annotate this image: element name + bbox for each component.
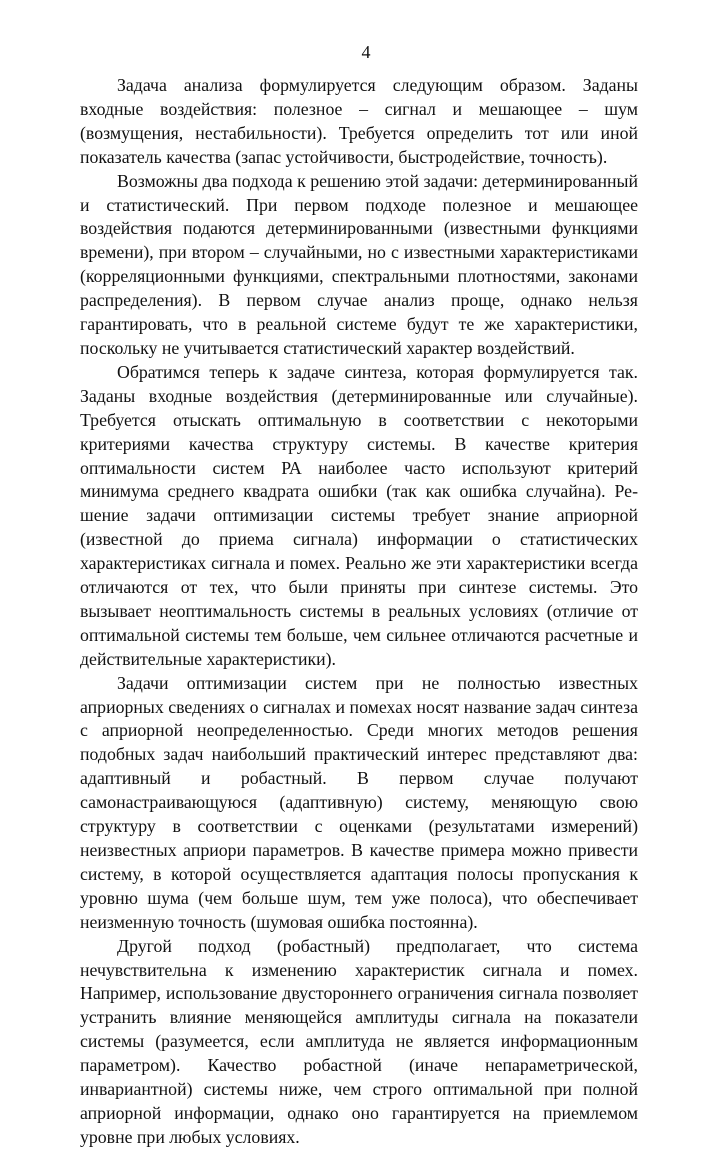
paragraph-two-approaches: Возможны два подхода к решению этой задачи: детерминированный и статистический. При первом подходе полезное и мешающее воздействия подаются детерминированными (известными функциями времени), при втором – случайными, но с известными характеристиками (корреляционными функциями, спектральными плотностями, законами распределения). В первом случае анализ проще, однако нельзя гарантировать, что в реальной системе будут те же характеристики, поскольку не учитывается статистический характер воздействий. bbox=[80, 170, 638, 358]
paragraph-analysis-task: Задача анализа формулируется следующим образом. Заданы входные воздействия: полезное – сигнал и мешающее – шум (возмущения, нестабильности). Требуется определить тот или иной показатель качества (запас устойчивости, быстродействие, точность). bbox=[80, 75, 638, 167]
page-number: 4 bbox=[361, 42, 371, 62]
paragraph-robust-approach: Другой подход (робастный) предполагает, что система нечувствительна к изменению характеристик сигнала и помех. Например, использование двустороннего ограничения сигнала позволяет устранить влияние меняющейся амплитуды сигнала на показатели системы (разумеется, если амплитуда не является информационным параметром). Качество робастной (иначе непараметрической, инвариантной) системы ниже, чем строго оптимальной при полной априорной информации, однако оно гарантируется на приемлемом уровне при любых условиях. bbox=[80, 935, 638, 1147]
paragraph-synthesis-task: Обратимся теперь к задаче синтеза, которая формулируется так. Заданы входные воздействия (детерминированные или случайные). Требуется отыскать оптимальную в соответствии с некоторыми критериями качества структуру системы. В качестве критерия оптимальности систем РА наиболее часто используют критерий минимума среднего квадрата ошибки (так как ошибка случайна). Решение задачи оптимизации системы требует знание априорной (известной до приема сигнала) информации о статистических характеристиках сигнала и помех. Реально же эти характеристики всегда отличаются от тех, что были приняты при синтезе системы. Это вызывает неоптимальность системы в реальных условиях (отличие от оптимальной системы тем больше, чем сильнее отличаются расчетные и действительные характеристики). bbox=[80, 361, 638, 669]
paragraph-a-priori-uncertainty: Задачи оптимизации систем при не полностью известных априорных сведениях о сигналах и помехах носят название задач синтеза с априорной неопределенностью. Среди многих методов решения подобных задач наибольший практический интерес представляют два: адаптивный и робастный. В первом случае получают самонастраивающуюся (адаптивную) систему, меняющую свою структуру в соответствии с оценками (результатами измерений) неизвестных априори параметров. В качестве примера можно привести систему, в которой осуществляется адаптация полосы пропускания к уровню шума (чем больше шум, тем уже полоса), что обеспечивает неизменную точность (шумовая ошибка постоянна). bbox=[80, 672, 638, 932]
